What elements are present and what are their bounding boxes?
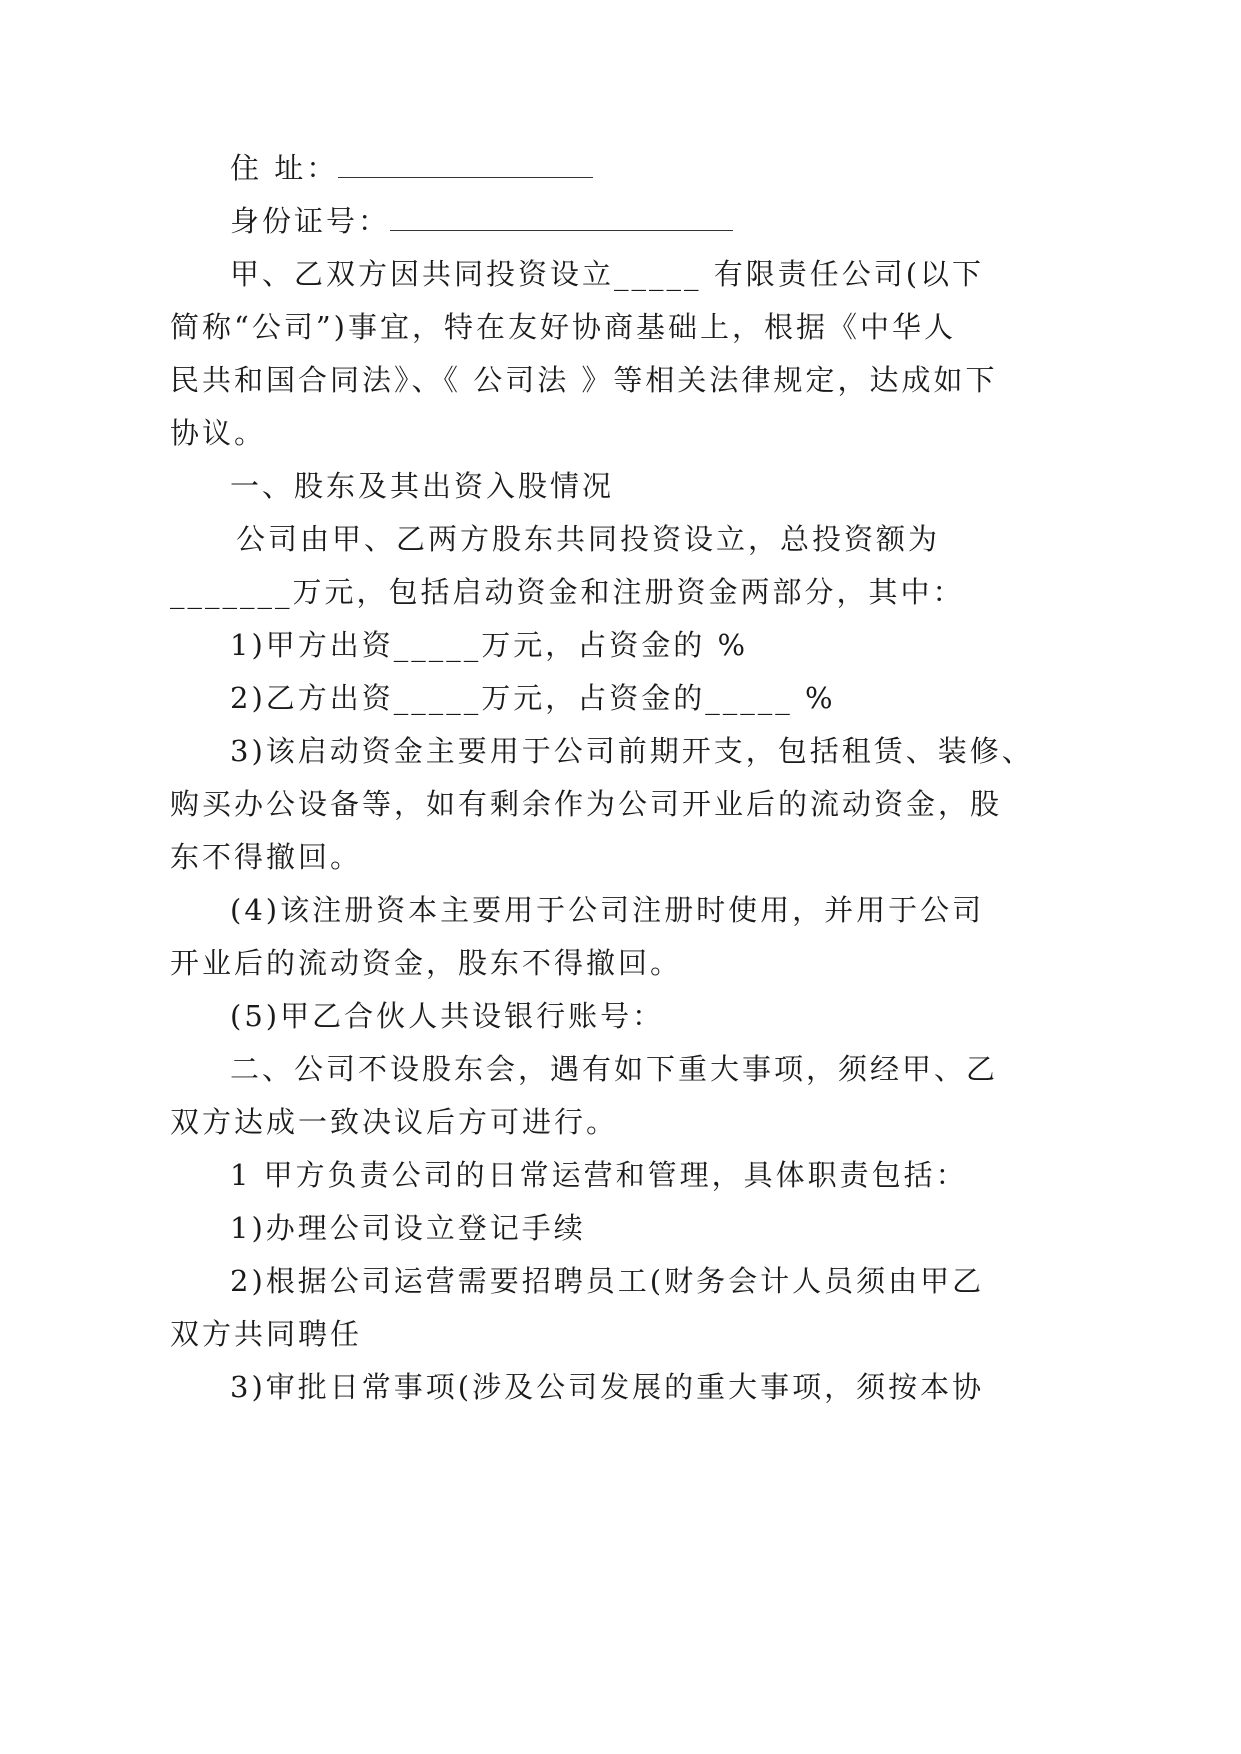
section-heading: 一、股东及其出资入股情况	[230, 469, 615, 503]
address-blank	[338, 155, 593, 178]
section-heading: 二、公司不设股东会，遇有如下重大事项，须经甲、乙	[230, 1052, 999, 1086]
list-item: (4)该注册资本主要用于公司注册时使用，并用于公司	[230, 893, 985, 927]
paragraph-line: 协议。	[170, 416, 267, 450]
paragraph-line: 民共和国合同法》、《 公司法 》等相关法律规定，达成如下	[170, 363, 998, 397]
paragraph-line: 甲、乙双方因共同投资设立_____ 有限责任公司(以下	[230, 257, 985, 291]
paragraph-line: 购买办公设备等，如有剩余作为公司开业后的流动资金，股	[170, 787, 1003, 821]
address-label: 住 址：	[230, 151, 339, 185]
id-number-blank	[390, 208, 733, 231]
paragraph-line: 东不得撤回。	[170, 840, 363, 874]
paragraph-line: 双方共同聘任	[170, 1317, 363, 1351]
paragraph-line: _______万元，包括启动资金和注册资金两部分，其中：	[170, 575, 965, 609]
paragraph-line: 1 甲方负责公司的日常运营和管理，具体职责包括：	[230, 1158, 968, 1192]
id-number-label: 身份证号：	[230, 204, 391, 238]
paragraph-line: 开业后的流动资金，股东不得撤回。	[170, 946, 683, 980]
list-item: 3)该启动资金主要用于公司前期开支，包括租赁、装修、	[230, 734, 1034, 768]
id-number-line	[230, 201, 733, 241]
list-item: 2)根据公司运营需要招聘员工(财务会计人员须由甲乙	[230, 1264, 985, 1298]
list-item: 3)审批日常事项(涉及公司发展的重大事项，须按本协	[230, 1370, 985, 1404]
list-item: (5)甲乙合伙人共设银行账号：	[230, 999, 665, 1033]
address-line	[230, 148, 593, 188]
paragraph-line: 公司由甲、乙两方股东共同投资设立，总投资额为	[236, 522, 941, 556]
list-item: 1)甲方出资_____万元，占资金的 %	[230, 628, 749, 662]
paragraph-line: 双方达成一致决议后方可进行。	[170, 1105, 619, 1139]
list-item: 2)乙方出资_____万元，占资金的_____ %	[230, 681, 836, 715]
list-item: 1)办理公司设立登记手续	[230, 1211, 586, 1245]
paragraph-line: 简称“公司”)事宜，特在友好协商基础上，根据《中华人	[170, 310, 956, 344]
